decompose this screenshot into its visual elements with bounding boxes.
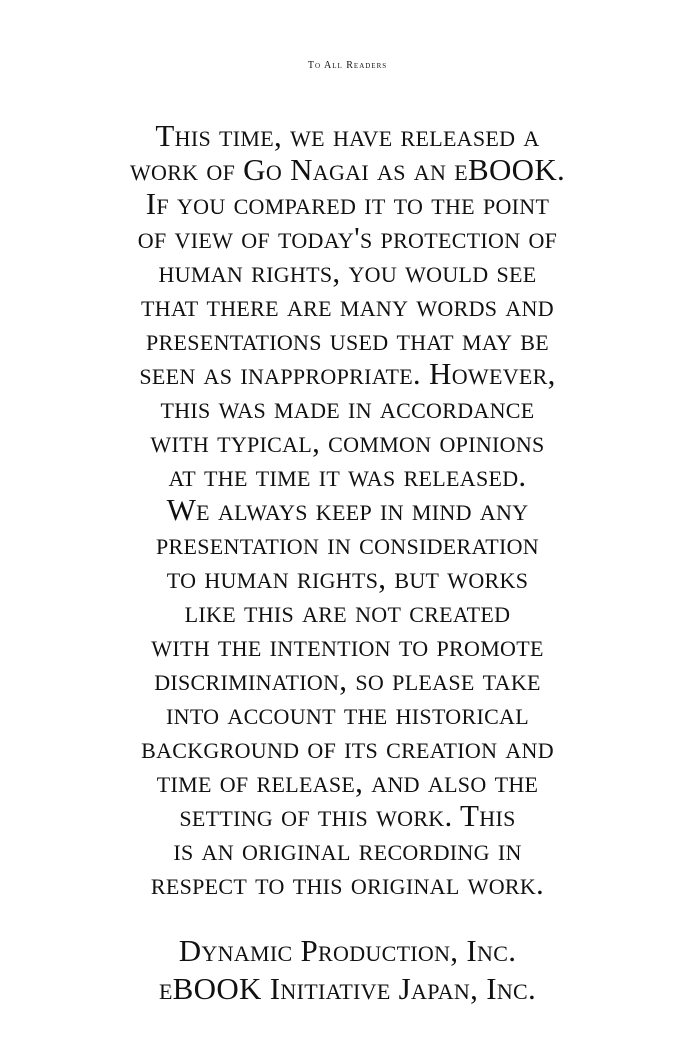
notice-line: into account the historical — [166, 696, 529, 731]
notice-line: like this are not created — [184, 594, 511, 629]
notice-line: presentation in consideration — [156, 526, 539, 561]
notice-line: that there are many words and — [141, 288, 554, 323]
credit-line: Dynamic Production, Inc. — [178, 933, 517, 968]
credit-line: eBOOK Initiative Japan, Inc. — [158, 971, 537, 1006]
notice-line: background of its creation and — [141, 730, 554, 765]
notice-line: respect to this original work. — [150, 866, 545, 901]
page-title: To All Readers — [307, 60, 388, 71]
notice-line: If you compared it to the point — [145, 186, 550, 221]
publisher-credits — [0, 932, 695, 1008]
notice-line: discrimination, so please take — [154, 662, 541, 697]
notice-line: This time, we have released a — [155, 118, 540, 153]
notice-line: to human rights, but works — [166, 560, 529, 595]
notice-line: is an original recording in — [173, 832, 522, 867]
notice-line: We always keep in mind any — [166, 492, 529, 527]
notice-line: this was made in accordance — [160, 390, 535, 425]
notice-line: with the intention to promote — [151, 628, 544, 663]
notice-line: of view of today's protection of — [137, 220, 558, 255]
notice-line: work of Go Nagai as an eBOOK. — [129, 152, 566, 187]
notice-line: time of release, and also the — [156, 764, 539, 799]
notice-line: at the time it was released. — [168, 458, 527, 493]
notice-body — [0, 119, 695, 901]
notice-line: setting of this work. This — [179, 798, 516, 833]
notice-line: with typical, common opinions — [150, 424, 545, 459]
notice-line: presentations used that may be — [146, 322, 549, 357]
notice-line: human rights, you would see — [158, 254, 537, 289]
notice-line: seen as inappropriate. However, — [139, 356, 556, 391]
